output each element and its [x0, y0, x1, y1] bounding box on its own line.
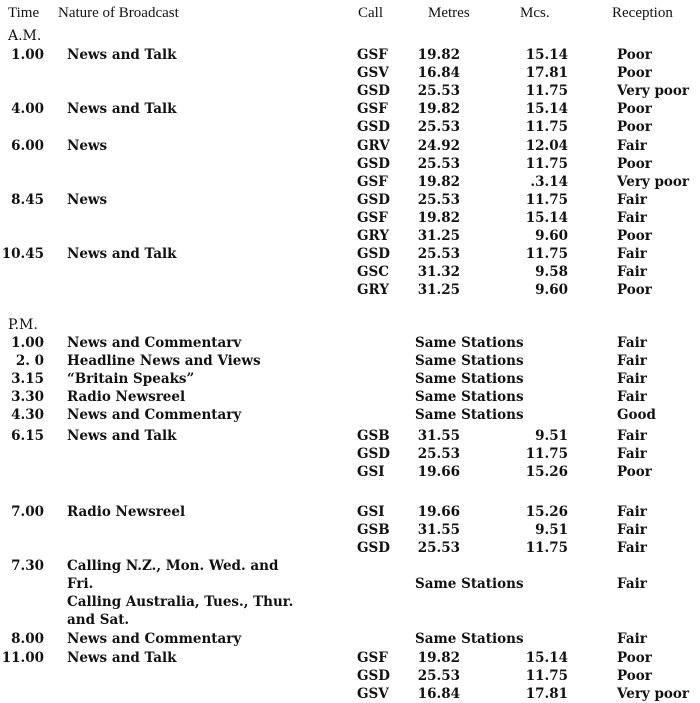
same-stations: Same Stations [415, 407, 524, 424]
reception-value: Fair [617, 209, 647, 226]
time-cell: 3.30 [11, 389, 44, 406]
reception-value: Poor [617, 228, 652, 244]
metres-value: 25.53 [417, 668, 460, 685]
time-cell: 7.00 [11, 504, 44, 520]
broadcast-nature: “Britain Speaks” [67, 371, 195, 388]
time-cell: 8.45 [11, 191, 44, 208]
broadcast-nature-line: and Sat. [67, 612, 130, 629]
mcs-value: 11.75 [525, 83, 568, 100]
mcs-value: 17.81 [525, 686, 568, 703]
call-sign: GSD [357, 191, 390, 208]
reception-value: Poor [617, 668, 652, 685]
time-cell: 6.15 [11, 428, 44, 444]
time-cell: 10.45 [1, 246, 44, 263]
reception-value: Fair [617, 353, 647, 370]
metres-value: 19.82 [417, 209, 460, 226]
mcs-value: 11.75 [525, 119, 568, 136]
call-sign: GRY [357, 228, 389, 244]
broadcast-nature: News [67, 137, 108, 154]
mcs-value: 9.60 [535, 228, 568, 244]
reception-value: Fair [617, 428, 647, 444]
reception-value: Fair [617, 522, 647, 539]
mcs-value: 9.60 [535, 282, 568, 299]
reception-value: Fair [617, 576, 647, 593]
metres-value: 25.53 [417, 540, 460, 557]
broadcast-nature: Headline News and Views [67, 353, 261, 370]
mcs-value: .3.14 [530, 173, 568, 190]
mcs-value: 11.75 [525, 155, 568, 172]
reception-value: Fair [617, 389, 647, 406]
call-sign: GSD [357, 540, 390, 557]
reception-value: Very poor [617, 173, 690, 190]
broadcast-nature: News and Talk [67, 101, 177, 118]
mcs-value: 15.26 [525, 464, 568, 481]
metres-value: 19.82 [417, 47, 460, 63]
broadcast-nature-line: Calling Australia, Tues., Thur. [67, 594, 294, 611]
call-sign: GSF [357, 47, 388, 63]
reception-value: Poor [617, 65, 652, 82]
time-cell: 1.00 [11, 47, 44, 63]
metres-value: 16.84 [417, 65, 460, 82]
reception-value: Fair [617, 504, 647, 520]
call-sign: GSD [357, 155, 390, 172]
metres-value: 24.92 [417, 137, 460, 154]
mcs-value: 11.75 [525, 191, 568, 208]
same-stations: Same Stations [415, 389, 524, 406]
reception-value: Poor [617, 282, 652, 299]
reception-value: Fair [617, 264, 647, 281]
metres-value: 25.53 [417, 246, 460, 263]
call-sign: GRY [357, 282, 389, 299]
call-sign: GSD [357, 119, 390, 136]
call-sign: GSD [357, 246, 390, 263]
mcs-value: 15.26 [525, 504, 568, 520]
mcs-value: 11.75 [525, 446, 568, 463]
call-sign: GSB [357, 522, 390, 539]
mcs-value: 11.75 [525, 540, 568, 557]
time-cell: 11.00 [1, 650, 44, 666]
metres-value: 25.53 [417, 119, 460, 136]
metres-value: 19.66 [417, 504, 460, 520]
metres-value: 31.32 [417, 264, 460, 281]
metres-value: 31.25 [417, 282, 460, 299]
call-sign: GRV [357, 137, 390, 154]
broadcast-nature: News [67, 191, 108, 208]
mcs-value: 15.14 [525, 101, 568, 118]
metres-value: 19.82 [417, 101, 460, 118]
call-sign: GSI [357, 464, 385, 481]
time-cell: 4.00 [11, 101, 44, 118]
reception-value: Fair [617, 246, 647, 263]
same-stations: Same Stations [415, 576, 524, 593]
call-sign: GSF [357, 209, 388, 226]
reception-value: Poor [617, 464, 652, 481]
metres-value: 25.53 [417, 83, 460, 100]
metres-value: 25.53 [417, 446, 460, 463]
time-cell: 4.30 [11, 407, 44, 424]
mcs-value: 11.75 [525, 246, 568, 263]
metres-value: 19.82 [417, 173, 460, 190]
mcs-value: 17.81 [525, 65, 568, 82]
mcs-value: 9.58 [535, 264, 568, 281]
call-sign: GSD [357, 446, 390, 463]
time-cell: 6.00 [11, 137, 44, 154]
am-label: A.M. [8, 28, 42, 44]
call-sign: GSD [357, 668, 390, 685]
time-cell: 7.30 [11, 558, 44, 574]
call-sign: GSD [357, 83, 390, 100]
reception-value: Fair [617, 335, 647, 351]
mcs-value: 9.51 [535, 522, 568, 539]
metres-value: 31.55 [417, 522, 460, 539]
broadcast-nature: News and Commentary [67, 631, 242, 647]
reception-value: Good [617, 407, 656, 424]
pm-label: P.M. [8, 317, 38, 333]
mcs-value: 15.14 [525, 47, 568, 63]
header-call: Call [358, 5, 383, 21]
same-stations: Same Stations [415, 335, 524, 351]
metres-value: 31.25 [417, 228, 460, 244]
reception-value: Poor [617, 650, 652, 666]
broadcast-nature: News and Talk [67, 650, 177, 666]
reception-value: Poor [617, 101, 652, 118]
reception-value: Poor [617, 155, 652, 172]
time-cell: 1.00 [11, 335, 44, 351]
call-sign: GSF [357, 101, 388, 118]
reception-value: Fair [617, 137, 647, 154]
broadcast-nature: News and Commentary [67, 407, 242, 424]
reception-value: Poor [617, 119, 652, 136]
call-sign: GSI [357, 504, 385, 520]
metres-value: 31.55 [417, 428, 460, 444]
broadcast-nature: News and Talk [67, 428, 177, 444]
broadcast-nature: Radio Newsreel [67, 504, 186, 520]
call-sign: GSF [357, 650, 388, 666]
mcs-value: 15.14 [525, 650, 568, 666]
reception-value: Fair [617, 371, 647, 388]
time-cell: 2. 0 [15, 353, 44, 370]
call-sign: GSV [357, 686, 389, 703]
reception-value: Poor [617, 47, 652, 63]
broadcast-nature: Radio Newsreel [67, 389, 186, 406]
broadcast-nature: News and Commentarv [67, 335, 242, 351]
time-cell: 3.15 [11, 371, 44, 388]
reception-value: Fair [617, 191, 647, 208]
broadcast-nature: News and Talk [67, 47, 177, 63]
call-sign: GSF [357, 173, 388, 190]
broadcast-nature: News and Talk [67, 246, 177, 263]
metres-value: 16.84 [417, 686, 460, 703]
mcs-value: 15.14 [525, 209, 568, 226]
mcs-value: 12.04 [525, 137, 568, 154]
call-sign: GSV [357, 65, 389, 82]
broadcast-nature-line: Calling N.Z., Mon. Wed. and [67, 558, 279, 574]
reception-value: Very poor [617, 686, 690, 703]
call-sign: GSB [357, 428, 390, 444]
same-stations: Same Stations [415, 353, 524, 370]
metres-value: 25.53 [417, 155, 460, 172]
mcs-value: 11.75 [525, 668, 568, 685]
header-mcs: Mcs. [520, 5, 550, 21]
metres-value: 19.66 [417, 464, 460, 481]
reception-value: Fair [617, 446, 647, 463]
header-time: Time [8, 5, 40, 21]
same-stations: Same Stations [415, 631, 524, 647]
reception-value: Fair [617, 631, 647, 647]
metres-value: 25.53 [417, 191, 460, 208]
header-nature: Nature of Broadcast [58, 5, 179, 21]
broadcast-nature-line: Fri. [67, 576, 94, 593]
mcs-value: 9.51 [535, 428, 568, 444]
time-cell: 8.00 [11, 631, 44, 647]
reception-value: Very poor [617, 83, 690, 100]
header-metres: Metres [428, 5, 470, 21]
call-sign: GSC [357, 264, 390, 281]
header-reception: Reception [612, 5, 673, 21]
reception-value: Fair [617, 540, 647, 557]
same-stations: Same Stations [415, 371, 524, 388]
metres-value: 19.82 [417, 650, 460, 666]
